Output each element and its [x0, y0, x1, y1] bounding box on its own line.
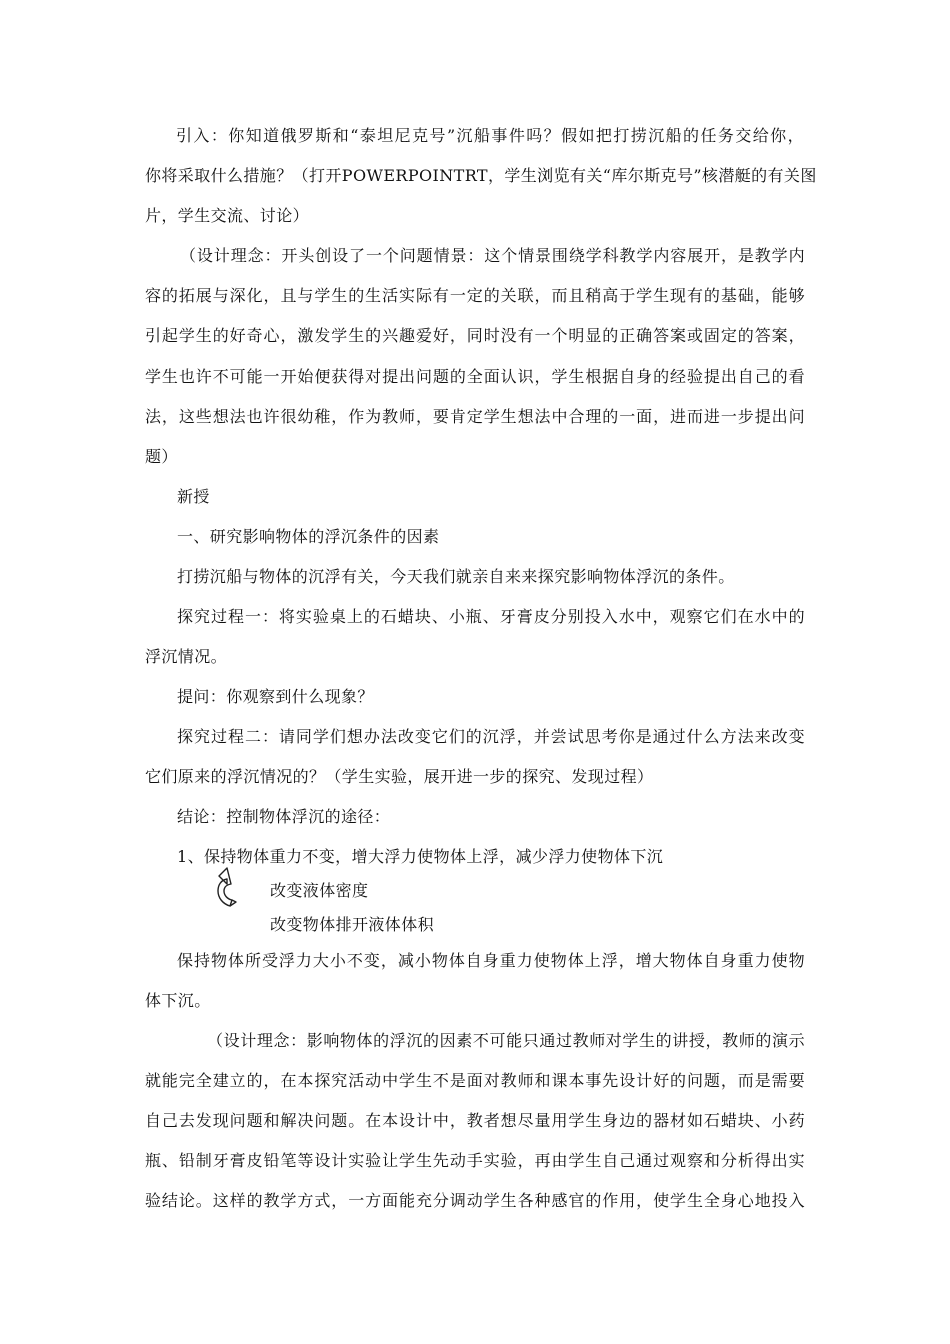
paragraph-intro-line-2: 你将采取什么措施？（打开POWERPOINTRT，学生浏览有关“库尔斯克号”核潜艇的有关图: [145, 166, 817, 185]
design-note-1-line-3: 引起学生的好奇心，激发学生的兴趣爱好，同时没有一个明显的正确答案或固定的答案，: [145, 326, 805, 345]
conclusion-item-2-line-2: 体下沉。: [145, 991, 211, 1010]
curved-arrow-icon: [210, 866, 238, 912]
conclusion-heading: 结论：控制物体浮沉的途径：: [177, 807, 391, 826]
section-heading-1: 一、研究影响物体的浮沉条件的因素: [177, 527, 440, 546]
paragraph-intro-line-1: 引入：你知道俄罗斯和“泰坦尼克号”沉船事件吗？假如把打捞沉船的任务交给你，: [176, 126, 804, 145]
explore-process-1-line-1: 探究过程一：将实验桌上的石蜡块、小瓶、牙膏皮分别投入水中，观察它们在水中的: [177, 607, 805, 626]
conclusion-item-1: 1、保持物体重力不变，增大浮力使物体上浮，减少浮力使物体下沉: [177, 847, 664, 866]
design-note-2-line-4: 瓶、铅制牙膏皮铅笔等设计实验让学生先动手实验，再由学生自己通过观察和分析得出实: [145, 1151, 805, 1170]
design-note-2-line-5: 验结论。这样的教学方式，一方面能充分调动学生各种感官的作用，使学生全身心地投入: [145, 1191, 805, 1210]
explore-process-1-line-2: 浮沉情况。: [145, 647, 228, 666]
design-note-1-line-2: 容的拓展与深化，且与学生的生活实际有一定的关联，而且稍高于学生现有的基础，能够: [145, 286, 805, 305]
paragraph-intro-line-3: 片，学生交流、讨论）: [145, 206, 310, 225]
paragraph-salvage: 打捞沉船与物体的沉浮有关，今天我们就亲自来来探究影响物体浮沉的条件。: [177, 567, 735, 586]
design-note-2-line-2: 就能完全建立的，在本探究活动中学生不是面对教师和课本事先设计好的问题，而是需要: [145, 1071, 805, 1090]
design-note-1-line-1: （设计理念：开头创设了一个问题情景：这个情景围绕学科教学内容展开，是教学内: [180, 246, 805, 265]
design-note-1-line-4: 学生也许不可能一开始便获得对提出问题的全面认识，学生根据自身的经验提出自己的看: [145, 367, 805, 386]
design-note-1-line-5: 法，这些想法也许很幼稚，作为教师，要肯定学生想法中合理的一面，进而进一步提出问: [145, 407, 805, 426]
design-note-1-line-6: 题）: [145, 447, 178, 466]
design-note-2-line-1: （设计理念：影响物体的浮沉的因素不可能只通过教师对学生的讲授，教师的演示: [207, 1031, 805, 1050]
section-heading-new: 新授: [177, 487, 210, 506]
question-line: 提问：你观察到什么现象？: [177, 687, 374, 706]
explore-process-2-line-2: 它们原来的浮沉情况的？（学生实验，展开进一步的探究、发现过程）: [145, 767, 654, 786]
method-change-density: 改变液体密度: [270, 881, 369, 900]
conclusion-item-2-line-1: 保持物体所受浮力大小不变，减小物体自身重力使物体上浮，增大物体自身重力使物: [177, 951, 805, 970]
explore-process-2-line-1: 探究过程二：请同学们想办法改变它们的沉浮，并尝试思考你是通过什么方法来改变: [177, 727, 805, 746]
design-note-2-line-3: 自己去发现问题和解决问题。在本设计中，教者想尽量用学生身边的器材如石蜡块、小药: [145, 1111, 805, 1130]
method-change-displaced-volume: 改变物体排开液体体积: [270, 915, 435, 934]
